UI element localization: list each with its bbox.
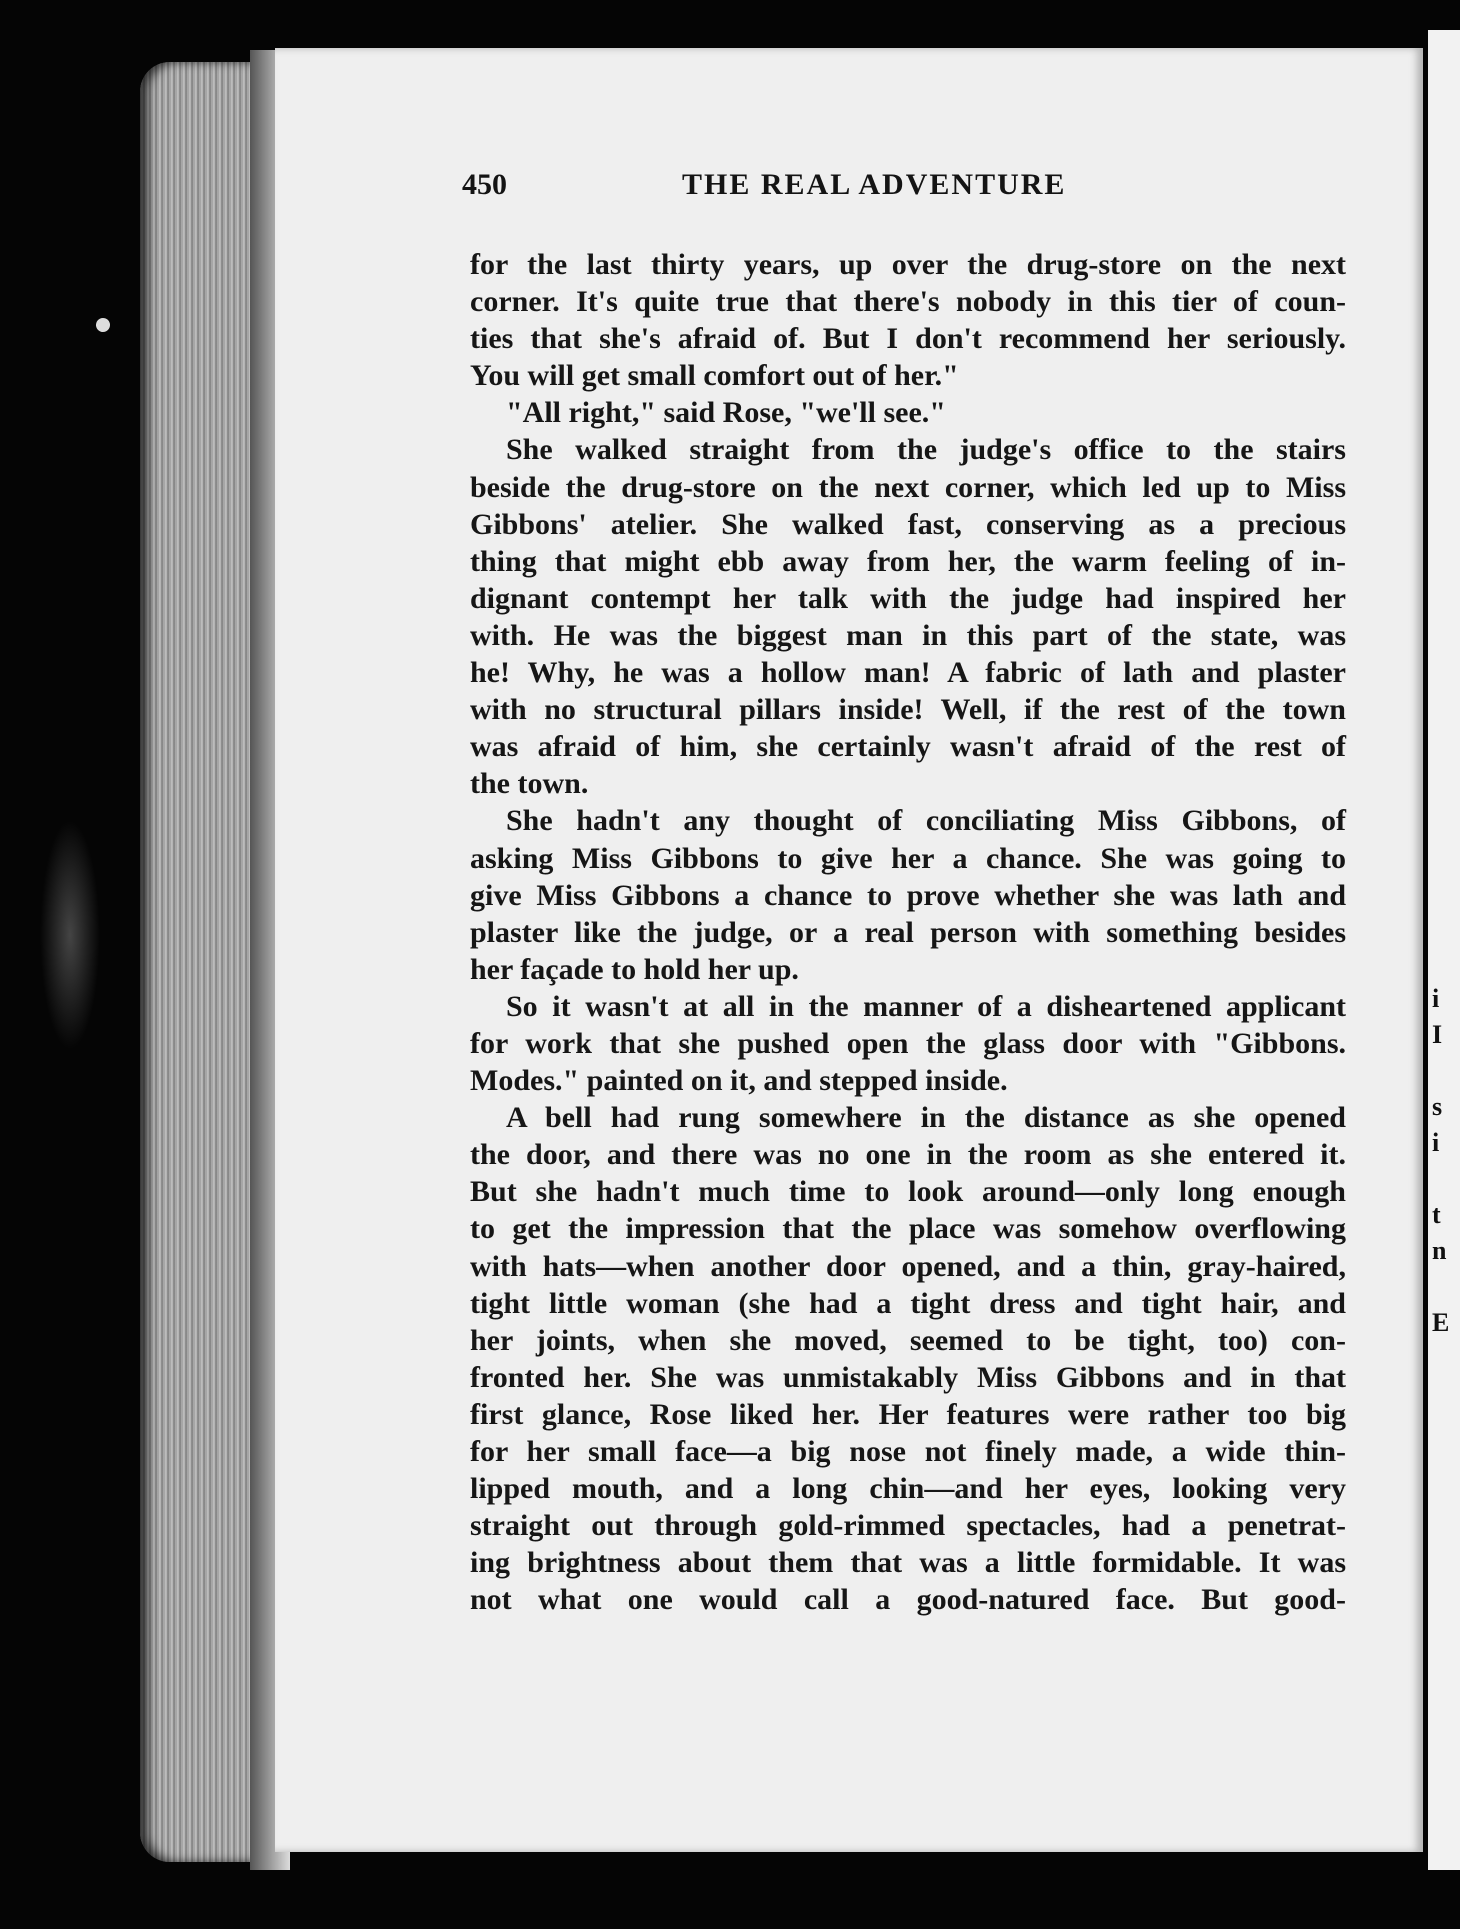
facing-page-fragment: s [1432,1092,1443,1121]
text-line: So it wasn't at all in the manner of a disheartened applicant [506,989,1346,1023]
text-line: tight little woman (she had a tight dress and tight hair, and [470,1286,1346,1320]
text-line: the door, and there was no one in the room as she entered it. [470,1138,1346,1172]
facing-page-fragment: E [1432,1308,1450,1337]
text-line: her joints, when she moved, seemed to be tight, too) con- [470,1323,1346,1357]
text-line: for her small face—a big nose not finely made, a wide thin- [470,1435,1346,1468]
text-line: thing that might ebb away from her, the warm feeling of in- [470,544,1346,578]
text-line: You will get small comfort out of her." [470,359,959,393]
text-line: for work that she pushed open the glass door with "Gibbons. [470,1026,1346,1060]
text-line: plaster like the judge, or a real person with something besides [470,915,1346,949]
facing-page-fragment: t [1432,1200,1441,1229]
dust-speck [94,316,112,334]
text-line: asking Miss Gibbons to give her a chance. She was going to [470,841,1346,875]
text-line: She walked straight from the judge's office to the stairs [506,433,1346,467]
facing-page-fragment: n [1432,1236,1447,1265]
text-line: to get the impression that the place was somehow overflowing [470,1212,1346,1246]
text-line: beside the drug-store on the next corner, which led up to Miss [470,470,1346,504]
text-line: fronted her. She was unmistakably Miss Gibbons and in that [470,1360,1346,1394]
body-text [470,246,1346,1618]
text-line: for the last thirty years, up over the drug-store on the next [470,248,1346,281]
text-line: But she hadn't much time to look around—only long enough [470,1175,1346,1209]
text-line: ties that she's afraid of. But I don't recommend her seriously. [470,322,1346,356]
text-line: Modes." painted on it, and stepped inside. [470,1064,1008,1098]
text-line: dignant contempt her talk with the judge had inspired her [470,581,1346,615]
text-line: ing brightness about them that was a little formidable. It was [470,1546,1346,1580]
text-line: give Miss Gibbons a chance to prove whether she was lath and [470,878,1346,912]
page-header [462,168,1122,208]
text-line: corner. It's quite true that there's nobody in this tier of coun- [470,285,1346,319]
text-line: straight out through gold-rimmed spectacles, had a penetrat- [470,1509,1346,1543]
page-number: 450 [462,168,507,201]
facing-page-strip [1428,30,1460,1870]
text-line: the town. [470,767,589,801]
text-line: with no structural pillars inside! Well, if the rest of the town [470,693,1346,727]
running-title: THE REAL ADVENTURE [682,168,1067,201]
text-line: her façade to hold her up. [470,952,799,986]
text-line: not what one would call a good-natured face. But good- [470,1583,1346,1617]
text-line: with hats—when another door opened, and a thin, gray-haired, [470,1249,1346,1283]
facing-page-fragment: i [1432,1128,1440,1157]
text-line: was afraid of him, she certainly wasn't afraid of the rest of [470,730,1346,764]
scan-glare [40,820,100,1050]
text-line: he! Why, he was a hollow man! A fabric of lath and plaster [470,656,1346,690]
text-line: A bell had rung somewhere in the distance as she opened [506,1101,1346,1135]
text-line: first glance, Rose liked her. Her features were rather too big [470,1397,1346,1431]
facing-page-fragment: I [1432,1020,1443,1049]
text-line: lipped mouth, and a long chin—and her eyes, looking very [470,1472,1346,1506]
text-line: Gibbons' atelier. She walked fast, conserving as a precious [470,507,1346,541]
text-line: She hadn't any thought of conciliating Miss Gibbons, of [506,804,1346,838]
text-line: with. He was the biggest man in this part of the state, was [470,618,1346,652]
text-line: "All right," said Rose, "we'll see." [506,396,946,430]
facing-page-fragment: i [1432,984,1440,1013]
